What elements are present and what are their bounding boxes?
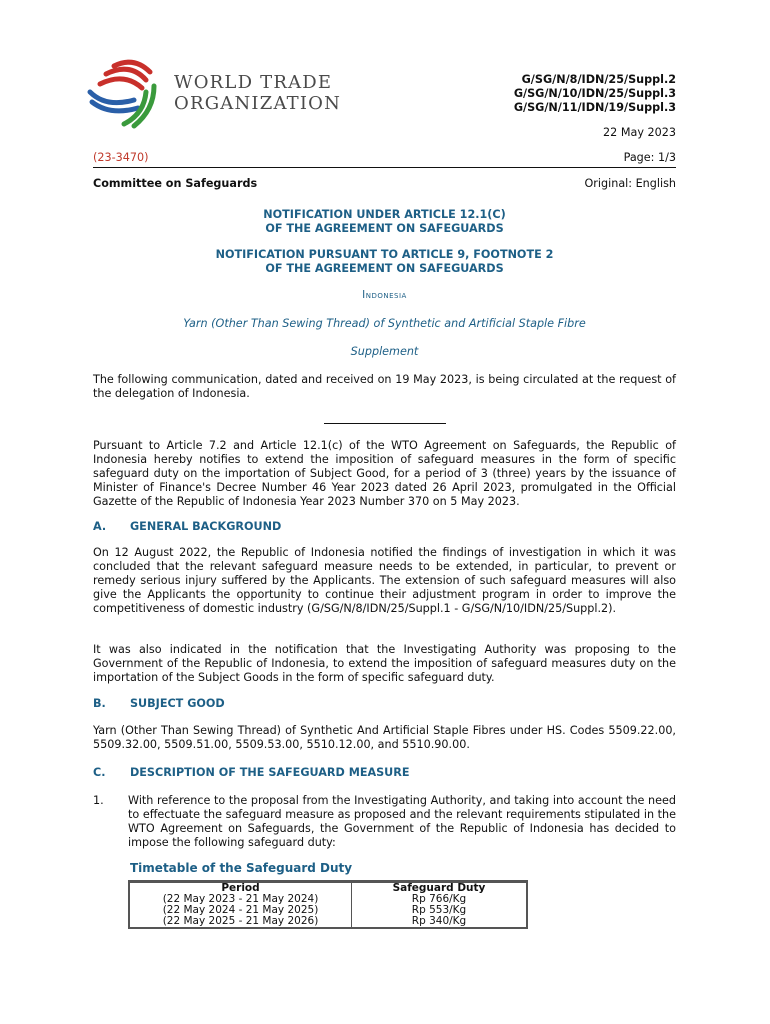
header-rule (93, 167, 676, 168)
paragraph-pursuant: Pursuant to Article 7.2 and Article 12.1(c) of the WTO Agreement on Safeguards, the Republic of Indonesia hereby notifies to extend the imposition of safeguard measures in the form of specific safeguard duty on the importation of Subject Good, for a period of 3 (three) years by the issuance of Minister of Finance's Decree Number 46 Year 2023 dated 26 April 2023, promulgated in the Official Gazette of the Republic of Indonesia Year 2023 Number 370 on 5 May 2023. (93, 439, 676, 508)
table-cell-period: (22 May 2024 - 21 May 2025) (130, 905, 352, 916)
section-a-paragraph-1: On 12 August 2022, the Republic of Indonesia notified the findings of investigation in which it was concluded that the relevant safeguard measure needs to be extended, in particular, to prevent or remedy serious injury suffered by the Applicants. The extension of such safeguard measures will also give the Applicants the opportunity to continue their adjustment program in order to improve the competitiveness of domestic industry (G/SG/N/8/IDN/25/Suppl.1 - G/SG/N/10/IDN/25/Suppl.2). (93, 546, 676, 615)
duty-table (128, 880, 528, 929)
symbol-line: G/SG/N/8/IDN/25/Suppl.2 (521, 73, 676, 86)
section-c-item-number: 1. (93, 794, 104, 807)
section-c-letter: C. (93, 766, 106, 779)
section-c-heading: DESCRIPTION OF THE SAFEGUARD MEASURE (130, 766, 410, 779)
section-b-letter: B. (93, 697, 106, 710)
title-line: OF THE AGREEMENT ON SAFEGUARDS (265, 222, 504, 235)
document-date: 22 May 2023 (603, 126, 676, 139)
section-c-item-text: With reference to the proposal from the Investigating Authority, and taking into account the need to effectuate the safeguard measure as proposed and the relevant requirements stipulated in the WTO Agreement on Safeguards, the Government of the Republic of Indonesia has decided to impose the following safeguard duty: (128, 794, 676, 849)
org-name-line2: ORGANIZATION (174, 93, 342, 114)
table-cell-period: (22 May 2023 - 21 May 2024) (130, 894, 352, 905)
supplement-label: Supplement (350, 345, 419, 358)
section-b-paragraph: Yarn (Other Than Sewing Thread) of Synthetic And Artificial Staple Fibres under HS. Codes 5509.22.00, 5509.32.00, 5509.51.00, 5509.53.00, 5510.12.00, and 5510.90.00. (93, 724, 676, 751)
page-indicator: Page: 1/3 (623, 151, 676, 164)
original-language: Original: English (584, 177, 676, 190)
table-cell-duty: Rp 766/Kg (411, 893, 467, 905)
table-header-duty: Safeguard Duty (392, 882, 486, 894)
duty-table-title: Timetable of the Safeguard Duty (130, 861, 353, 875)
document-number: (23-3470) (93, 151, 149, 164)
org-name (174, 72, 341, 114)
title-line: OF THE AGREEMENT ON SAFEGUARDS (265, 262, 504, 275)
wto-emblem-icon (84, 58, 164, 130)
table-header-period: Period (130, 883, 352, 894)
section-b-heading: SUBJECT GOOD (130, 697, 225, 710)
wto-logo (84, 58, 344, 130)
table-cell-period: (22 May 2025 - 21 May 2026) (130, 916, 352, 927)
product-title: Yarn (Other Than Sewing Thread) of Synthetic and Artificial Staple Fibre (183, 317, 586, 330)
title-notification-12 (93, 208, 676, 236)
symbol-line: G/SG/N/10/IDN/25/Suppl.3 (513, 87, 676, 100)
title-notification-9 (93, 248, 676, 276)
section-a-heading: GENERAL BACKGROUND (130, 520, 282, 533)
intro-paragraph: The following communication, dated and received on 19 May 2023, is being circulated at the request of the delegation of Indonesia. (93, 373, 676, 400)
org-name-line1: WORLD TRADE (174, 72, 333, 93)
title-line: NOTIFICATION PURSUANT TO ARTICLE 9, FOOTNOTE 2 (215, 248, 554, 261)
section-a-paragraph-2: It was also indicated in the notification that the Investigating Authority was proposing to the Government of the Republic of Indonesia, to extend the imposition of safeguard measures duty on the importation of the Subject Goods in the form of specific safeguard duty. (93, 643, 676, 684)
country-name: Indonesia (362, 289, 407, 301)
table-row (130, 916, 526, 927)
committee-name: Committee on Safeguards (93, 177, 258, 190)
table-cell-duty: Rp 340/Kg (411, 915, 467, 927)
symbol-line: G/SG/N/11/IDN/19/Suppl.3 (513, 101, 676, 114)
document-symbols (416, 73, 676, 115)
title-line: NOTIFICATION UNDER ARTICLE 12.1(C) (263, 208, 506, 221)
table-cell-duty: Rp 553/Kg (411, 904, 467, 916)
section-a-letter: A. (93, 520, 107, 533)
separator-rule (324, 423, 446, 424)
